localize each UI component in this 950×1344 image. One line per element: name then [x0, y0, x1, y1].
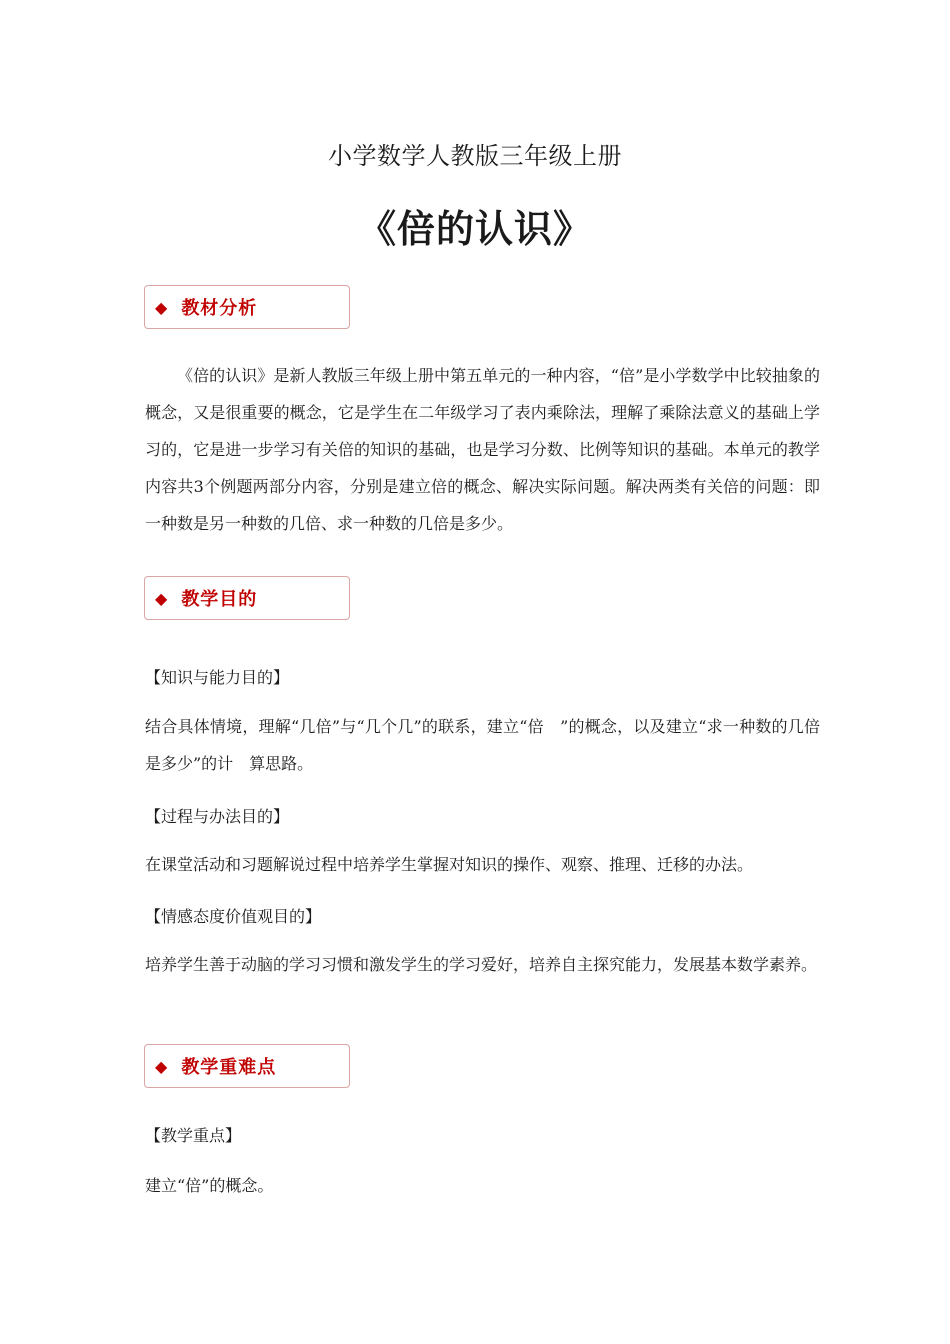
diamond-icon: ◆	[155, 1056, 168, 1076]
process-goal-label: 【过程与办法目的】	[145, 807, 290, 826]
section-heading-label: 教学重难点	[181, 1057, 277, 1078]
section-heading-label: 教学目的	[181, 589, 258, 610]
teaching-focus-label: 【教学重点】	[145, 1126, 242, 1145]
knowledge-goal-text: 结合具体情境，理解“几倍”与“几个几”的联系，建立“倍 ”的概念，以及建立“求一种数的几倍是多少”的计 算思路。	[145, 717, 820, 773]
emotion-goal-text: 培养学生善于动脑的学习习惯和激发学生的学习爱好，培养自主探究能力，发展基本数学素养。	[145, 955, 818, 974]
document-subtitle: 小学数学人教版三年级上册	[328, 142, 622, 170]
diamond-icon: ◆	[155, 588, 168, 608]
analysis-paragraph: 《倍的认识》是新人教版三年级上册中第五单元的一种内容，“倍”是小学数学中比较抽象的概念，又是很重要的概念，它是学生在二年级学习了表内乘除法，理解了乘除法意义的基础上学习的，它是进一步学习有关倍的知识的基础，也是学习分数、比例等知识的基础。本单元的教学内容共3个例题两部分内容，分别是建立倍的概念、解决实际问题。解决两类有关倍的问题：即一种数是另一种数的几倍、求一种数的几倍是多少。	[145, 366, 820, 533]
emotion-goal-label: 【情感态度价值观目的】	[145, 907, 322, 926]
process-goal-text: 在课堂活动和习题解说过程中培养学生掌握对知识的操作、观察、推理、迁移的办法。	[145, 855, 754, 874]
diamond-icon: ◆	[155, 297, 168, 317]
teaching-focus-text: 建立“倍”的概念。	[145, 1176, 274, 1195]
section-heading-key-points	[144, 1044, 350, 1088]
section-heading-label: 教材分析	[181, 298, 258, 319]
document-title: 《倍的认识》	[357, 206, 592, 251]
section-heading-analysis	[144, 285, 350, 329]
section-heading-goals	[144, 576, 350, 620]
knowledge-goal-label: 【知识与能力目的】	[145, 668, 290, 687]
